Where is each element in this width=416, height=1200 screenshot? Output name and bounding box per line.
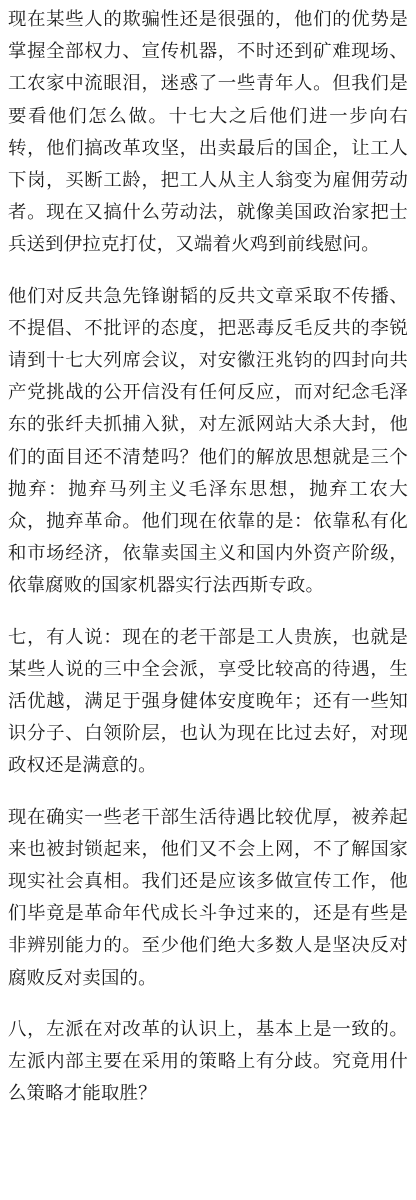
paragraph-3: 七，有人说：现在的老干部是工人贵族，也就是某些人说的三中全会派，享受比较高的待遇，生活优越，满足于强身健体安度晚年；还有一些知识分子、白领阶层，也认为现在比过去好，对现政权还是满意的。 — [8, 626, 408, 777]
paragraph-gap — [8, 783, 408, 802]
paragraph-gap — [8, 262, 408, 281]
paragraph-2: 他们对反共急先锋谢韬的反共文章采取不传播、不提倡、不批评的态度，把恶毒反毛反共的李锐请到十七大列席会议，对安徽汪兆钧的四封向共产党挑战的公开信没有任何反应，而对纪念毛泽东的张纤夫抓捕入狱，对左派网站大杀大封，他们的面目还不清楚吗？他们的解放思想就是三个抛弃：抛弃马列主义毛泽东思想，抛弃工农大众，抛弃革命。他们现在依靠的是：依靠私有化和市场经济，依靠卖国主义和国内外资产阶级，依靠腐败的国家机器实行法西斯专政。 — [8, 285, 408, 597]
paragraph-gap — [8, 603, 408, 622]
paragraph-4: 现在确实一些老干部生活待遇比较优厚，被养起来也被封锁起来，他们又不会上网，不了解国家现实社会真相。我们还是应该多做宣传工作，他们毕竟是革命年代成长斗争过来的，还是有些是非辨别能力的。至少他们绝大多数人是坚决反对腐败反对卖国的。 — [8, 806, 408, 989]
paragraph-gap — [8, 995, 408, 1014]
paragraph-1: 现在某些人的欺骗性还是很强的，他们的优势是掌握全部权力、宣传机器，不时还到矿难现场、工农家中流眼泪，迷惑了一些青年人。但我们是要看他们怎么做。十七大之后他们进一步向右转，他们搞改革攻坚，出卖最后的国企，让工人下岗，买断工龄，把工人从主人翁变为雇佣劳动者。现在又搞什么劳动法，就像美国政治家把士兵送到伊拉克打仗，又端着火鸡到前线慰问。 — [8, 9, 408, 256]
paragraph-5: 八，左派在对改革的认识上，基本上是一致的。左派内部主要在采用的策略上有分歧。究竟用什么策略才能取胜？ — [8, 1018, 408, 1105]
